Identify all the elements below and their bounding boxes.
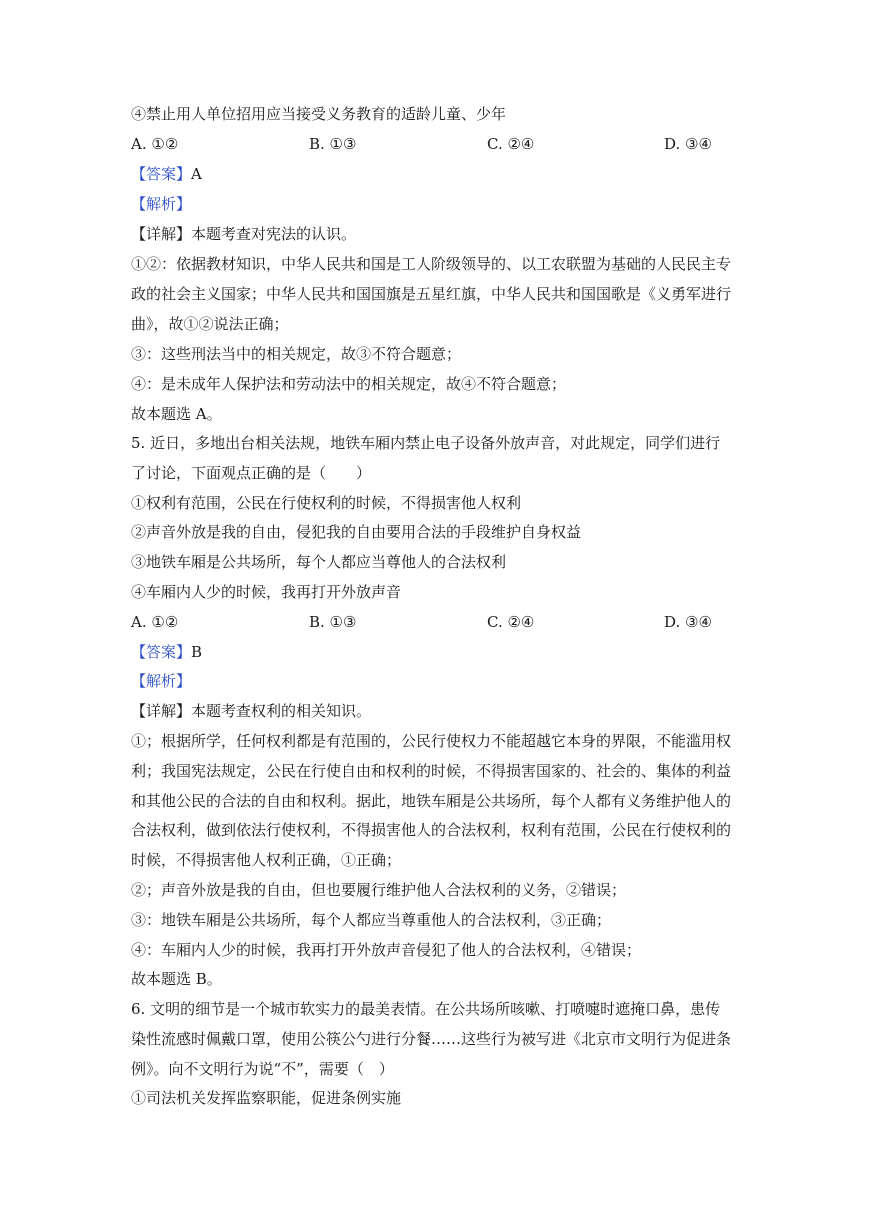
answer-tag: 【答案】 — [131, 643, 192, 661]
q5-statement-4: ④车厢内人少的时候，我再打开外放声音 — [131, 583, 402, 601]
q5-option-b: B. ①③ — [309, 613, 357, 631]
analysis-tag: 【解析】 — [131, 672, 192, 690]
q4-conclusion: 故本题选 A。 — [131, 405, 222, 423]
q5-statement-3: ③地铁车厢是公共场所，每个人都应当尊他人的合法权利 — [131, 553, 507, 571]
q5-explanation-line: 时候，不得损害他人权利正确，①正确； — [131, 851, 402, 869]
q5-stem-line: 了讨论，下面观点正确的是（ ） — [131, 464, 372, 482]
detail-tag: 【详解】 — [131, 702, 192, 720]
answer-tag: 【答案】 — [131, 165, 192, 183]
q4-explanation-line: 曲》，故①②说法正确； — [131, 315, 289, 333]
q6-statement-1: ①司法机关发挥监察职能，促进条例实施 — [131, 1089, 402, 1107]
q5-option-c: C. ②④ — [487, 613, 535, 631]
q4-detail — [131, 224, 741, 244]
q5-conclusion: 故本题选 B。 — [131, 970, 222, 988]
detail-text: 本题考查权利的相关知识。 — [191, 702, 372, 720]
q5-detail — [131, 701, 741, 721]
q6-stem-line: 染性流感时佩戴口罩，使用公筷公勺进行分餐……这些行为被写进《北京市文明行为促进条 — [131, 1030, 732, 1048]
q5-option-d: D. ③④ — [664, 613, 712, 631]
answer-value: B — [191, 643, 203, 661]
q5-explanation-line: ②；声音外放是我的自由，但也要履行维护他人合法权利的义务，②错误； — [131, 881, 627, 899]
q4-option-d: D. ③④ — [664, 135, 712, 153]
q5-explanation-line: 合法权利，做到依法行使权利，不得损害他人的合法权利，权利有范围，公民在行使权利的 — [131, 821, 732, 839]
q4-answer — [131, 164, 741, 184]
q5-statement-1: ①权利有范围，公民在行使权利的时候，不得损害他人权利 — [131, 494, 522, 512]
q4-analysis-tag — [131, 194, 741, 214]
q5-explanation-line: ①；根据所学，任何权利都是有范围的，公民行使权力不能超越它本身的界限，不能滥用权 — [131, 732, 732, 750]
q4-option-c: C. ②④ — [487, 135, 535, 153]
analysis-tag: 【解析】 — [131, 195, 192, 213]
q5-answer — [131, 642, 741, 662]
q4-option-a: A. ①② — [131, 135, 179, 153]
q6-stem-line: 6. 文明的细节是一个城市软实力的最美表情。在公共场所咳嗽、打喷嚏时遮掩口鼻，患传 — [131, 1000, 721, 1018]
q4-explanation-line: ③：这些刑法当中的相关规定，故③不符合题意； — [131, 345, 462, 363]
q6-stem-line: 例》。向不文明行为说“不”，需要（ ） — [131, 1060, 394, 1078]
answer-value: A — [191, 165, 202, 183]
detail-tag: 【详解】 — [131, 225, 192, 243]
q5-statement-2: ②声音外放是我的自由，侵犯我的自由要用合法的手段维护自身权益 — [131, 523, 582, 541]
q4-explanation-line: ④：是未成年人保护法和劳动法中的相关规定，故④不符合题意； — [131, 375, 567, 393]
q5-explanation-line: 和其他公民的合法的自由和权利。据此，地铁车厢是公共场所，每个人都有义务维护他人的 — [131, 792, 732, 810]
q4-option-b: B. ①③ — [309, 135, 357, 153]
q4-statement-4: ④禁止用人单位招用应当接受义务教育的适龄儿童、少年 — [131, 105, 507, 123]
q5-option-a: A. ①② — [131, 613, 179, 631]
q5-explanation-line: ④：车厢内人少的时候，我再打开外放声音侵犯了他人的合法权利，④错误； — [131, 941, 642, 959]
q4-explanation-line: 政的社会主义国家；中华人民共和国国旗是五星红旗，中华人民共和国国歌是《义勇军进行 — [131, 285, 732, 303]
q5-analysis-tag — [131, 671, 741, 691]
detail-text: 本题考查对宪法的认识。 — [191, 225, 357, 243]
q4-explanation-line: ①②：依据教材知识，中华人民共和国是工人阶级领导的、以工农联盟为基础的人民民主专 — [131, 255, 732, 273]
q5-explanation-line: ③：地铁车厢是公共场所，每个人都应当尊重他人的合法权利，③正确； — [131, 911, 612, 929]
q5-explanation-line: 利；我国宪法规定，公民在行使自由和权利的时候，不得损害国家的、社会的、集体的利益 — [131, 762, 732, 780]
q5-stem-line: 5. 近日，多地出台相关法规，地铁车厢内禁止电子设备外放声音，对此规定，同学们进行 — [131, 434, 721, 452]
